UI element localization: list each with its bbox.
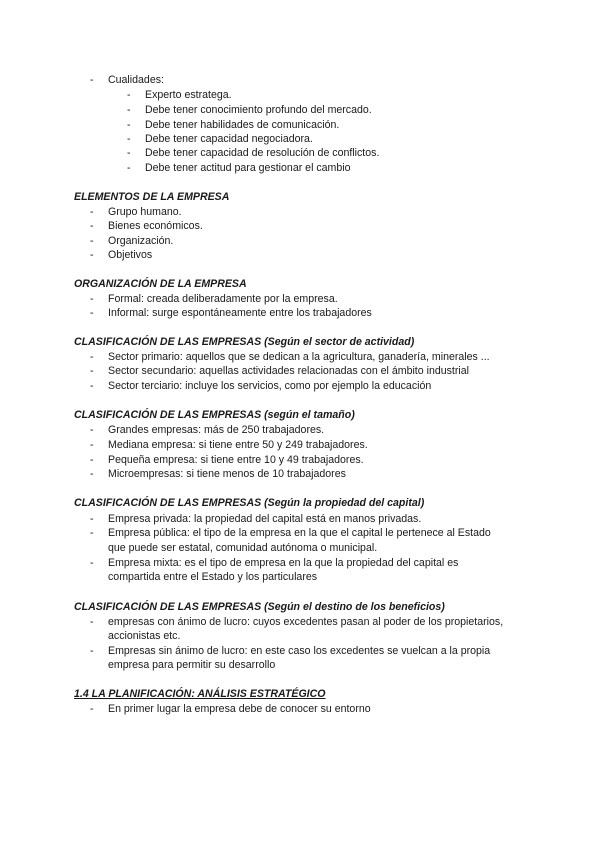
list-item-text: empresas con ánimo de lucro: cuyos excedentes pasan al poder de los propietarios,: [108, 616, 504, 628]
section-heading: 1.4 LA PLANIFICACIÓN: ANÁLISIS ESTRATÉGICO: [74, 688, 326, 700]
section-heading: ELEMENTOS DE LA EMPRESA: [74, 191, 230, 203]
list-item-text: Empresa mixta: es el tipo de empresa en la que la propiedad del capital es: [108, 557, 459, 569]
bullet-dash: -: [127, 104, 131, 116]
list-item-continuation: compartida entre el Estado y los particulares: [108, 571, 318, 583]
bullet-dash: -: [90, 703, 94, 715]
list-item-continuation: accionistas etc.: [108, 630, 181, 642]
list-item-text: Sector terciario: incluye los servicios, como por ejemplo la educación: [108, 380, 432, 392]
list-item-text: Grandes empresas: más de 250 trabajadores.: [108, 424, 325, 436]
bullet-dash: -: [127, 119, 131, 131]
list-item-text: Debe tener capacidad negociadora.: [145, 133, 313, 145]
bullet-dash: -: [90, 235, 94, 247]
bullet-dash: -: [90, 307, 94, 319]
bullet-dash: -: [90, 206, 94, 218]
list-item-text: Experto estratega.: [145, 89, 232, 101]
section-heading: CLASIFICACIÓN DE LAS EMPRESAS (Según el sector de actividad): [74, 336, 415, 348]
list-item-text: Debe tener capacidad de resolución de conflictos.: [145, 147, 380, 159]
bullet-dash: -: [90, 454, 94, 466]
list-item-text: Debe tener conocimiento profundo del mercado.: [145, 104, 372, 116]
list-item-text: Empresa privada: la propiedad del capital está en manos privadas.: [108, 513, 422, 525]
bullet-dash: -: [90, 365, 94, 377]
list-item-text: Informal: surge espontáneamente entre los trabajadores: [108, 307, 372, 319]
bullet-dash: -: [90, 616, 94, 628]
bullet-dash: -: [90, 220, 94, 232]
list-item-text: Bienes económicos.: [108, 220, 203, 232]
bullet-dash: -: [90, 513, 94, 525]
list-item-continuation: empresa para permitir su desarrollo: [108, 659, 276, 671]
list-item-text: Debe tener habilidades de comunicación.: [145, 119, 340, 131]
bullet-dash: -: [90, 74, 94, 86]
section-heading: CLASIFICACIÓN DE LAS EMPRESAS (según el tamaño): [74, 409, 355, 421]
list-item-text: En primer lugar la empresa debe de conocer su entorno: [108, 703, 371, 715]
bullet-dash: -: [90, 249, 94, 261]
list-item-continuation: que puede ser estatal, comunidad autónoma o municipal.: [108, 542, 378, 554]
list-item-text: Empresas sin ánimo de lucro: en este caso los excedentes se vuelcan a la propia: [108, 645, 491, 657]
bullet-dash: -: [90, 351, 94, 363]
bullet-dash: -: [90, 380, 94, 392]
bullet-dash: -: [90, 468, 94, 480]
bullet-dash: -: [90, 557, 94, 569]
bullet-dash: -: [90, 293, 94, 305]
bullet-dash: -: [127, 133, 131, 145]
bullet-dash: -: [127, 162, 131, 174]
list-item-text: Debe tener actitud para gestionar el cambio: [145, 162, 351, 174]
list-item-text: Grupo humano.: [108, 206, 182, 218]
bullet-dash: -: [127, 89, 131, 101]
section-heading: ORGANIZACIÓN DE LA EMPRESA: [74, 278, 247, 290]
section-heading: CLASIFICACIÓN DE LAS EMPRESAS (Según la propiedad del capital): [74, 497, 425, 509]
list-item-text: Objetivos: [108, 249, 153, 261]
list-item-text: Mediana empresa: si tiene entre 50 y 249 trabajadores.: [108, 439, 368, 451]
bullet-dash: -: [127, 147, 131, 159]
list-item-text: Formal: creada deliberadamente por la empresa.: [108, 293, 338, 305]
bullet-dash: -: [90, 424, 94, 436]
list-item-text: Microempresas: si tiene menos de 10 trabajadores: [108, 468, 346, 480]
section-heading: CLASIFICACIÓN DE LAS EMPRESAS (Según el destino de los beneficios): [74, 601, 445, 613]
bullet-dash: -: [90, 645, 94, 657]
bullet-dash: -: [90, 439, 94, 451]
list-item-text: Cualidades:: [108, 74, 164, 86]
bullet-dash: -: [90, 527, 94, 539]
list-item-text: Sector secundario: aquellas actividades relacionadas con el ámbito industrial: [108, 365, 469, 377]
list-item-text: Pequeña empresa: si tiene entre 10 y 49 trabajadores.: [108, 454, 364, 466]
list-item-text: Sector primario: aquellos que se dedican a la agricultura, ganadería, minerales ...: [108, 351, 490, 363]
list-item-text: Organización.: [108, 235, 174, 247]
list-item-text: Empresa pública: el tipo de la empresa en la que el capital le pertenece al Estado: [108, 527, 491, 539]
